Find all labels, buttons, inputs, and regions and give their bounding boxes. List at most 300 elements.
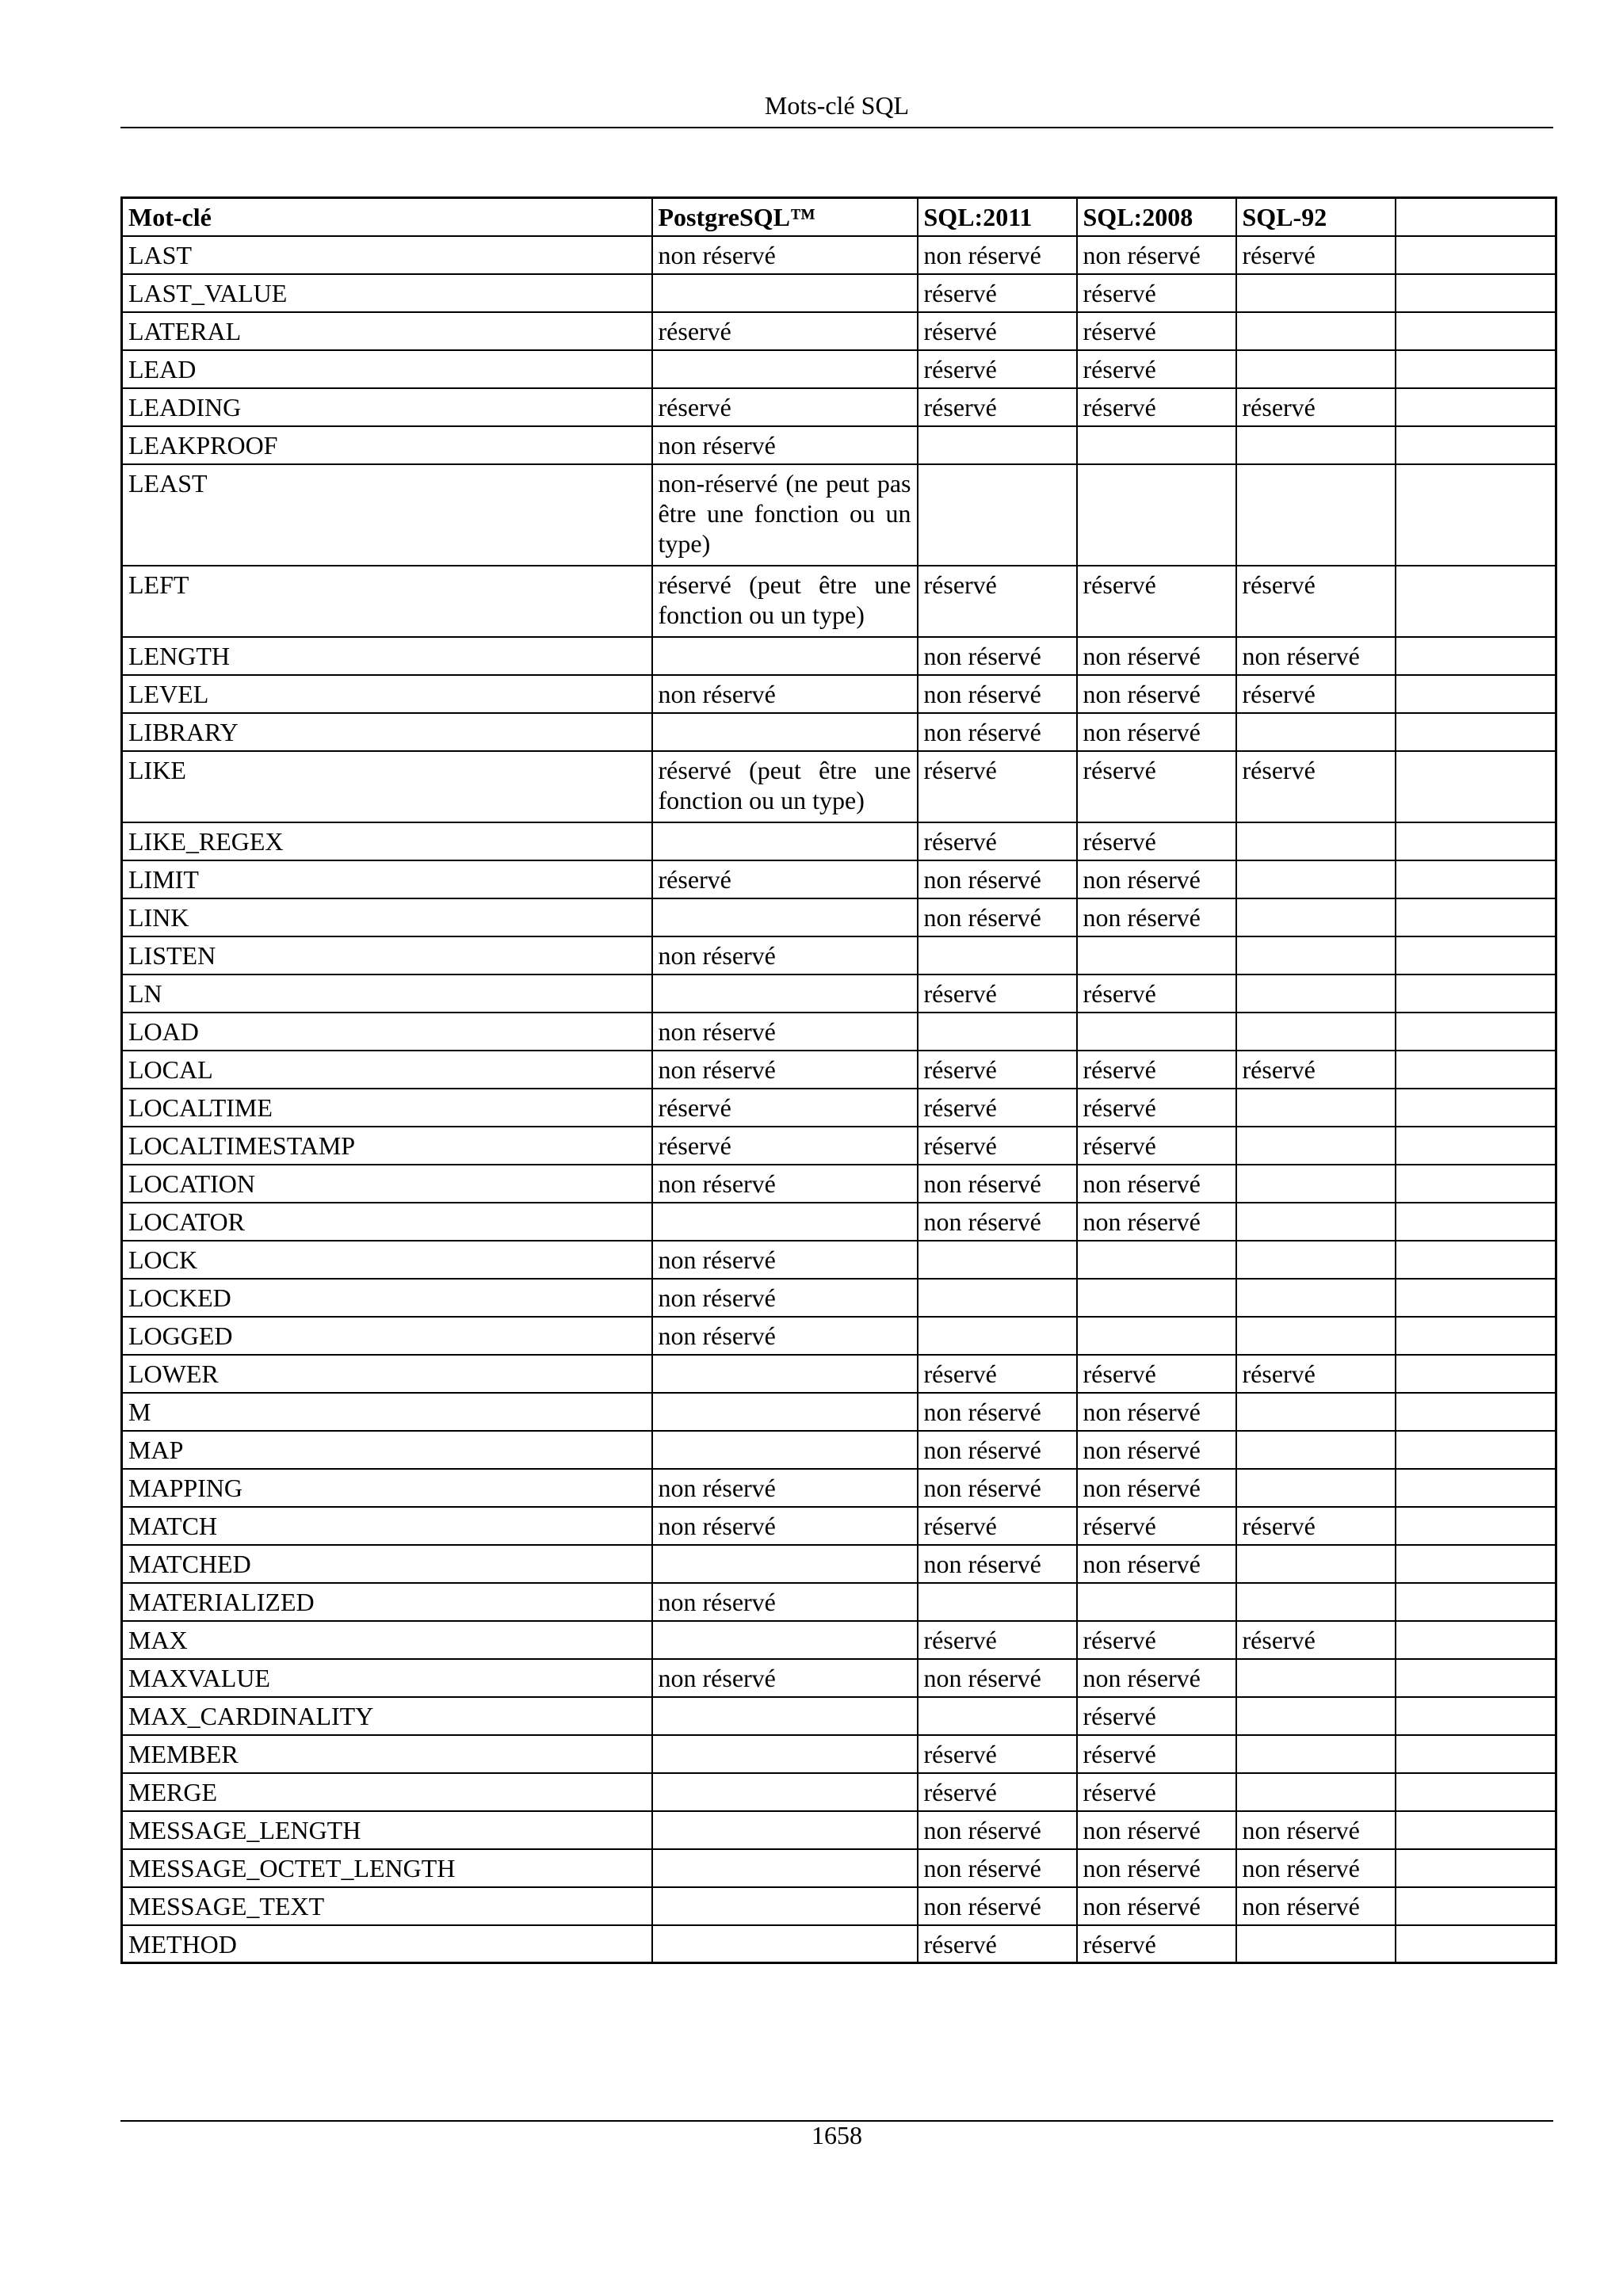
postgresql-cell <box>652 1697 918 1735</box>
sql2011-cell: réservé <box>918 1735 1077 1773</box>
keyword-cell: LENGTH <box>122 637 652 675</box>
postgresql-cell <box>652 713 918 751</box>
sql92-cell <box>1236 1013 1396 1051</box>
sql2008-cell: réservé <box>1077 751 1236 822</box>
postgresql-cell: non réservé <box>652 1507 918 1545</box>
sql2011-cell <box>918 1317 1077 1355</box>
postgresql-cell: non réservé <box>652 426 918 464</box>
sql2011-cell: non réservé <box>918 1165 1077 1203</box>
table-row <box>122 974 1556 1013</box>
blank-cell <box>1396 1659 1556 1697</box>
sql2008-cell: réservé <box>1077 566 1236 637</box>
keyword-cell: MEMBER <box>122 1735 652 1773</box>
sql92-cell: non réservé <box>1236 637 1396 675</box>
blank-cell <box>1396 1089 1556 1127</box>
sql92-cell <box>1236 464 1396 566</box>
table-row <box>122 860 1556 898</box>
sql2011-cell: réservé <box>918 751 1077 822</box>
sql2008-cell: réservé <box>1077 312 1236 350</box>
page-number: 1658 <box>812 2121 862 2149</box>
sql92-cell <box>1236 1089 1396 1127</box>
blank-cell <box>1396 1887 1556 1925</box>
sql2008-cell: réservé <box>1077 1697 1236 1735</box>
sql2011-cell: non réservé <box>918 1811 1077 1849</box>
sql2011-cell: non réservé <box>918 1887 1077 1925</box>
keyword-cell: MAX_CARDINALITY <box>122 1697 652 1735</box>
table-row <box>122 1317 1556 1355</box>
keywords-table <box>120 196 1557 1964</box>
postgresql-cell <box>652 1887 918 1925</box>
postgresql-cell <box>652 1621 918 1659</box>
blank-cell <box>1396 1355 1556 1393</box>
sql92-cell <box>1236 1697 1396 1735</box>
keyword-cell: LOCAL <box>122 1051 652 1089</box>
table-row <box>122 1887 1556 1925</box>
table-row <box>122 1811 1556 1849</box>
sql92-cell <box>1236 1317 1396 1355</box>
sql2011-cell <box>918 1279 1077 1317</box>
keyword-cell: LIMIT <box>122 860 652 898</box>
sql92-cell <box>1236 1735 1396 1773</box>
postgresql-cell <box>652 822 918 860</box>
sql2008-cell: non réservé <box>1077 637 1236 675</box>
sql92-cell <box>1236 1431 1396 1469</box>
keyword-cell: LATERAL <box>122 312 652 350</box>
sql2008-cell: réservé <box>1077 1051 1236 1089</box>
blank-cell <box>1396 1203 1556 1241</box>
blank-cell <box>1396 236 1556 274</box>
keyword-cell: MESSAGE_TEXT <box>122 1887 652 1925</box>
keyword-cell: LAST_VALUE <box>122 274 652 312</box>
blank-cell <box>1396 312 1556 350</box>
table-row <box>122 1431 1556 1469</box>
sql92-cell <box>1236 1279 1396 1317</box>
keyword-cell: LIBRARY <box>122 713 652 751</box>
sql2011-cell: réservé <box>918 1051 1077 1089</box>
sql92-cell <box>1236 822 1396 860</box>
postgresql-cell <box>652 974 918 1013</box>
sql2011-cell <box>918 936 1077 974</box>
column-header-sql2008: SQL:2008 <box>1077 198 1236 236</box>
postgresql-cell: non réservé <box>652 1469 918 1507</box>
sql2008-cell: réservé <box>1077 974 1236 1013</box>
sql2011-cell: non réservé <box>918 637 1077 675</box>
blank-cell <box>1396 1127 1556 1165</box>
blank-cell <box>1396 637 1556 675</box>
sql2008-cell: réservé <box>1077 274 1236 312</box>
keyword-cell: MESSAGE_OCTET_LENGTH <box>122 1849 652 1887</box>
table-row <box>122 388 1556 426</box>
table-row <box>122 1469 1556 1507</box>
blank-cell <box>1396 713 1556 751</box>
sql92-cell: réservé <box>1236 1051 1396 1089</box>
sql2008-cell: non réservé <box>1077 236 1236 274</box>
column-header-blank <box>1396 198 1556 236</box>
keyword-cell: LEADING <box>122 388 652 426</box>
table-row <box>122 1355 1556 1393</box>
table-row <box>122 675 1556 713</box>
sql92-cell <box>1236 860 1396 898</box>
table-row <box>122 1013 1556 1051</box>
sql92-cell: non réservé <box>1236 1887 1396 1925</box>
sql92-cell <box>1236 350 1396 388</box>
sql2008-cell <box>1077 1241 1236 1279</box>
sql2011-cell: réservé <box>918 1925 1077 1963</box>
table-row <box>122 566 1556 637</box>
keyword-cell: M <box>122 1393 652 1431</box>
blank-cell <box>1396 1431 1556 1469</box>
sql2008-cell: non réservé <box>1077 713 1236 751</box>
keyword-cell: LEAD <box>122 350 652 388</box>
sql2011-cell: non réservé <box>918 1849 1077 1887</box>
sql2011-cell: réservé <box>918 822 1077 860</box>
sql2011-cell: réservé <box>918 350 1077 388</box>
table-row <box>122 637 1556 675</box>
sql92-cell <box>1236 713 1396 751</box>
blank-cell <box>1396 860 1556 898</box>
blank-cell <box>1396 1735 1556 1773</box>
sql92-cell: réservé <box>1236 566 1396 637</box>
sql2011-cell: non réservé <box>918 1203 1077 1241</box>
postgresql-cell: non-réservé (ne peut pas être une fonction ou un type) <box>652 464 918 566</box>
sql2011-cell: non réservé <box>918 1545 1077 1583</box>
keyword-cell: METHOD <box>122 1925 652 1963</box>
sql92-cell <box>1236 274 1396 312</box>
blank-cell <box>1396 464 1556 566</box>
sql92-cell <box>1236 1773 1396 1811</box>
postgresql-cell <box>652 1773 918 1811</box>
keyword-cell: MAXVALUE <box>122 1659 652 1697</box>
sql2011-cell <box>918 426 1077 464</box>
sql2011-cell: réservé <box>918 974 1077 1013</box>
sql2011-cell: non réservé <box>918 1393 1077 1431</box>
header-rule <box>120 127 1553 128</box>
sql2008-cell: réservé <box>1077 822 1236 860</box>
blank-cell <box>1396 974 1556 1013</box>
table-row <box>122 1241 1556 1279</box>
sql2011-cell: non réservé <box>918 898 1077 936</box>
keyword-cell: MAPPING <box>122 1469 652 1507</box>
table-row <box>122 1507 1556 1545</box>
postgresql-cell: réservé (peut être une fonction ou un type) <box>652 566 918 637</box>
postgresql-cell: réservé <box>652 312 918 350</box>
sql2011-cell <box>918 1697 1077 1735</box>
table-row <box>122 1583 1556 1621</box>
sql2008-cell: non réservé <box>1077 860 1236 898</box>
sql2008-cell <box>1077 1317 1236 1355</box>
sql2011-cell: réservé <box>918 312 1077 350</box>
postgresql-cell: non réservé <box>652 1241 918 1279</box>
sql2011-cell: non réservé <box>918 713 1077 751</box>
sql2011-cell <box>918 1013 1077 1051</box>
postgresql-cell <box>652 274 918 312</box>
table-row <box>122 464 1556 566</box>
keyword-cell: MATCHED <box>122 1545 652 1583</box>
blank-cell <box>1396 1165 1556 1203</box>
sql2008-cell: réservé <box>1077 350 1236 388</box>
postgresql-cell: non réservé <box>652 675 918 713</box>
sql2008-cell <box>1077 1583 1236 1621</box>
sql2008-cell: réservé <box>1077 1127 1236 1165</box>
table-row <box>122 236 1556 274</box>
blank-cell <box>1396 751 1556 822</box>
blank-cell <box>1396 1849 1556 1887</box>
keyword-cell: MAP <box>122 1431 652 1469</box>
keyword-cell: LAST <box>122 236 652 274</box>
postgresql-cell: non réservé <box>652 1317 918 1355</box>
blank-cell <box>1396 1925 1556 1963</box>
sql2008-cell: non réservé <box>1077 1431 1236 1469</box>
table-row <box>122 1089 1556 1127</box>
sql2008-cell: non réservé <box>1077 1811 1236 1849</box>
postgresql-cell: réservé (peut être une fonction ou un type) <box>652 751 918 822</box>
sql92-cell: non réservé <box>1236 1811 1396 1849</box>
blank-cell <box>1396 822 1556 860</box>
blank-cell <box>1396 898 1556 936</box>
table-row <box>122 1659 1556 1697</box>
keyword-cell: LOCALTIMESTAMP <box>122 1127 652 1165</box>
postgresql-cell <box>652 898 918 936</box>
postgresql-cell <box>652 1849 918 1887</box>
table-row <box>122 350 1556 388</box>
sql2008-cell: non réservé <box>1077 1165 1236 1203</box>
sql92-cell <box>1236 1925 1396 1963</box>
postgresql-cell <box>652 1925 918 1963</box>
table-row <box>122 898 1556 936</box>
sql2011-cell: réservé <box>918 388 1077 426</box>
sql2011-cell: réservé <box>918 1773 1077 1811</box>
sql92-cell <box>1236 936 1396 974</box>
sql2011-cell: réservé <box>918 274 1077 312</box>
blank-cell <box>1396 566 1556 637</box>
sql92-cell <box>1236 1545 1396 1583</box>
column-header-postgresql: PostgreSQL™ <box>652 198 918 236</box>
sql2008-cell <box>1077 1013 1236 1051</box>
postgresql-cell <box>652 1393 918 1431</box>
table-row <box>122 1545 1556 1583</box>
sql2011-cell <box>918 1241 1077 1279</box>
table-row <box>122 1127 1556 1165</box>
sql2011-cell <box>918 464 1077 566</box>
sql92-cell: réservé <box>1236 388 1396 426</box>
postgresql-cell: non réservé <box>652 1013 918 1051</box>
sql2011-cell: réservé <box>918 566 1077 637</box>
keyword-cell: LN <box>122 974 652 1013</box>
sql92-cell <box>1236 1393 1396 1431</box>
keyword-cell: LEAKPROOF <box>122 426 652 464</box>
sql92-cell <box>1236 1659 1396 1697</box>
sql2011-cell: réservé <box>918 1089 1077 1127</box>
sql92-cell: réservé <box>1236 1507 1396 1545</box>
keyword-cell: LOCALTIME <box>122 1089 652 1127</box>
keyword-cell: LOGGED <box>122 1317 652 1355</box>
postgresql-cell: réservé <box>652 860 918 898</box>
blank-cell <box>1396 1013 1556 1051</box>
keyword-cell: LOCKED <box>122 1279 652 1317</box>
sql92-cell <box>1236 1203 1396 1241</box>
keyword-cell: LOCATION <box>122 1165 652 1203</box>
postgresql-cell: non réservé <box>652 936 918 974</box>
postgresql-cell <box>652 1545 918 1583</box>
sql2008-cell <box>1077 936 1236 974</box>
sql2008-cell: non réservé <box>1077 1887 1236 1925</box>
keyword-cell: MESSAGE_LENGTH <box>122 1811 652 1849</box>
sql2011-cell: non réservé <box>918 675 1077 713</box>
keyword-cell: LOCK <box>122 1241 652 1279</box>
sql2008-cell <box>1077 426 1236 464</box>
blank-cell <box>1396 1393 1556 1431</box>
table-row <box>122 713 1556 751</box>
keyword-cell: MAX <box>122 1621 652 1659</box>
blank-cell <box>1396 1469 1556 1507</box>
table-row <box>122 822 1556 860</box>
table-row <box>122 1697 1556 1735</box>
blank-cell <box>1396 1507 1556 1545</box>
sql2011-cell: réservé <box>918 1127 1077 1165</box>
table-row <box>122 1621 1556 1659</box>
table-row <box>122 1165 1556 1203</box>
blank-cell <box>1396 1697 1556 1735</box>
sql92-cell <box>1236 1127 1396 1165</box>
table-row <box>122 1051 1556 1089</box>
column-header-sql92: SQL-92 <box>1236 198 1396 236</box>
sql92-cell <box>1236 1241 1396 1279</box>
sql2008-cell: réservé <box>1077 1355 1236 1393</box>
sql92-cell: non réservé <box>1236 1849 1396 1887</box>
table-row <box>122 936 1556 974</box>
sql92-cell: réservé <box>1236 751 1396 822</box>
blank-cell <box>1396 1545 1556 1583</box>
sql2011-cell: réservé <box>918 1621 1077 1659</box>
blank-cell <box>1396 388 1556 426</box>
sql2008-cell: non réservé <box>1077 1469 1236 1507</box>
keyword-cell: LEVEL <box>122 675 652 713</box>
sql92-cell: réservé <box>1236 1621 1396 1659</box>
table-row <box>122 1393 1556 1431</box>
keyword-cell: LOWER <box>122 1355 652 1393</box>
postgresql-cell: non réservé <box>652 1279 918 1317</box>
postgresql-cell <box>652 1431 918 1469</box>
sql2011-cell: non réservé <box>918 1469 1077 1507</box>
keyword-cell: MATERIALIZED <box>122 1583 652 1621</box>
postgresql-cell: non réservé <box>652 236 918 274</box>
sql2008-cell: réservé <box>1077 1773 1236 1811</box>
table-row <box>122 1203 1556 1241</box>
postgresql-cell: réservé <box>652 388 918 426</box>
sql92-cell <box>1236 1165 1396 1203</box>
sql2008-cell: réservé <box>1077 1621 1236 1659</box>
sql2008-cell: réservé <box>1077 388 1236 426</box>
postgresql-cell: non réservé <box>652 1051 918 1089</box>
keyword-cell: MERGE <box>122 1773 652 1811</box>
page-header-title: Mots-clé SQL <box>764 91 910 120</box>
column-header-sql2011: SQL:2011 <box>918 198 1077 236</box>
sql2008-cell <box>1077 464 1236 566</box>
blank-cell <box>1396 1051 1556 1089</box>
table-row <box>122 1849 1556 1887</box>
sql92-cell: réservé <box>1236 1355 1396 1393</box>
postgresql-cell <box>652 637 918 675</box>
postgresql-cell <box>652 350 918 388</box>
table-row <box>122 1925 1556 1963</box>
postgresql-cell: réservé <box>652 1127 918 1165</box>
keyword-cell: LIKE <box>122 751 652 822</box>
table-row <box>122 1279 1556 1317</box>
blank-cell <box>1396 1317 1556 1355</box>
keyword-cell: LEFT <box>122 566 652 637</box>
sql2011-cell: non réservé <box>918 1659 1077 1697</box>
blank-cell <box>1396 426 1556 464</box>
table-header-row <box>122 198 1556 236</box>
postgresql-cell: non réservé <box>652 1583 918 1621</box>
sql2011-cell: non réservé <box>918 860 1077 898</box>
blank-cell <box>1396 350 1556 388</box>
sql92-cell: réservé <box>1236 675 1396 713</box>
sql2011-cell: non réservé <box>918 1431 1077 1469</box>
column-header-keyword: Mot-clé <box>122 198 652 236</box>
postgresql-cell: non réservé <box>652 1165 918 1203</box>
sql2008-cell: réservé <box>1077 1735 1236 1773</box>
sql2008-cell: réservé <box>1077 1925 1236 1963</box>
blank-cell <box>1396 1279 1556 1317</box>
keyword-cell: LOCATOR <box>122 1203 652 1241</box>
table-row <box>122 312 1556 350</box>
sql2008-cell: non réservé <box>1077 898 1236 936</box>
keyword-cell: LISTEN <box>122 936 652 974</box>
keyword-cell: LIKE_REGEX <box>122 822 652 860</box>
sql2008-cell: non réservé <box>1077 675 1236 713</box>
postgresql-cell <box>652 1355 918 1393</box>
table-row <box>122 751 1556 822</box>
table-row <box>122 1735 1556 1773</box>
keyword-cell: LEAST <box>122 464 652 566</box>
blank-cell <box>1396 1621 1556 1659</box>
postgresql-cell <box>652 1811 918 1849</box>
sql2008-cell: non réservé <box>1077 1659 1236 1697</box>
sql2008-cell: non réservé <box>1077 1203 1236 1241</box>
sql92-cell <box>1236 1583 1396 1621</box>
keyword-cell: LINK <box>122 898 652 936</box>
table-row <box>122 1773 1556 1811</box>
table-row <box>122 274 1556 312</box>
sql2011-cell <box>918 1583 1077 1621</box>
sql2008-cell: non réservé <box>1077 1545 1236 1583</box>
sql92-cell <box>1236 898 1396 936</box>
blank-cell <box>1396 1773 1556 1811</box>
sql2008-cell: réservé <box>1077 1507 1236 1545</box>
sql92-cell <box>1236 312 1396 350</box>
sql92-cell: réservé <box>1236 236 1396 274</box>
postgresql-cell <box>652 1203 918 1241</box>
keyword-cell: MATCH <box>122 1507 652 1545</box>
sql2008-cell <box>1077 1279 1236 1317</box>
blank-cell <box>1396 1583 1556 1621</box>
sql2011-cell: non réservé <box>918 236 1077 274</box>
blank-cell <box>1396 1241 1556 1279</box>
postgresql-cell <box>652 1735 918 1773</box>
sql2008-cell: non réservé <box>1077 1849 1236 1887</box>
sql2008-cell: non réservé <box>1077 1393 1236 1431</box>
blank-cell <box>1396 1811 1556 1849</box>
sql92-cell <box>1236 1469 1396 1507</box>
postgresql-cell: réservé <box>652 1089 918 1127</box>
sql2008-cell: réservé <box>1077 1089 1236 1127</box>
sql2011-cell: réservé <box>918 1355 1077 1393</box>
blank-cell <box>1396 936 1556 974</box>
keyword-cell: LOAD <box>122 1013 652 1051</box>
table-body <box>122 236 1556 1963</box>
blank-cell <box>1396 274 1556 312</box>
